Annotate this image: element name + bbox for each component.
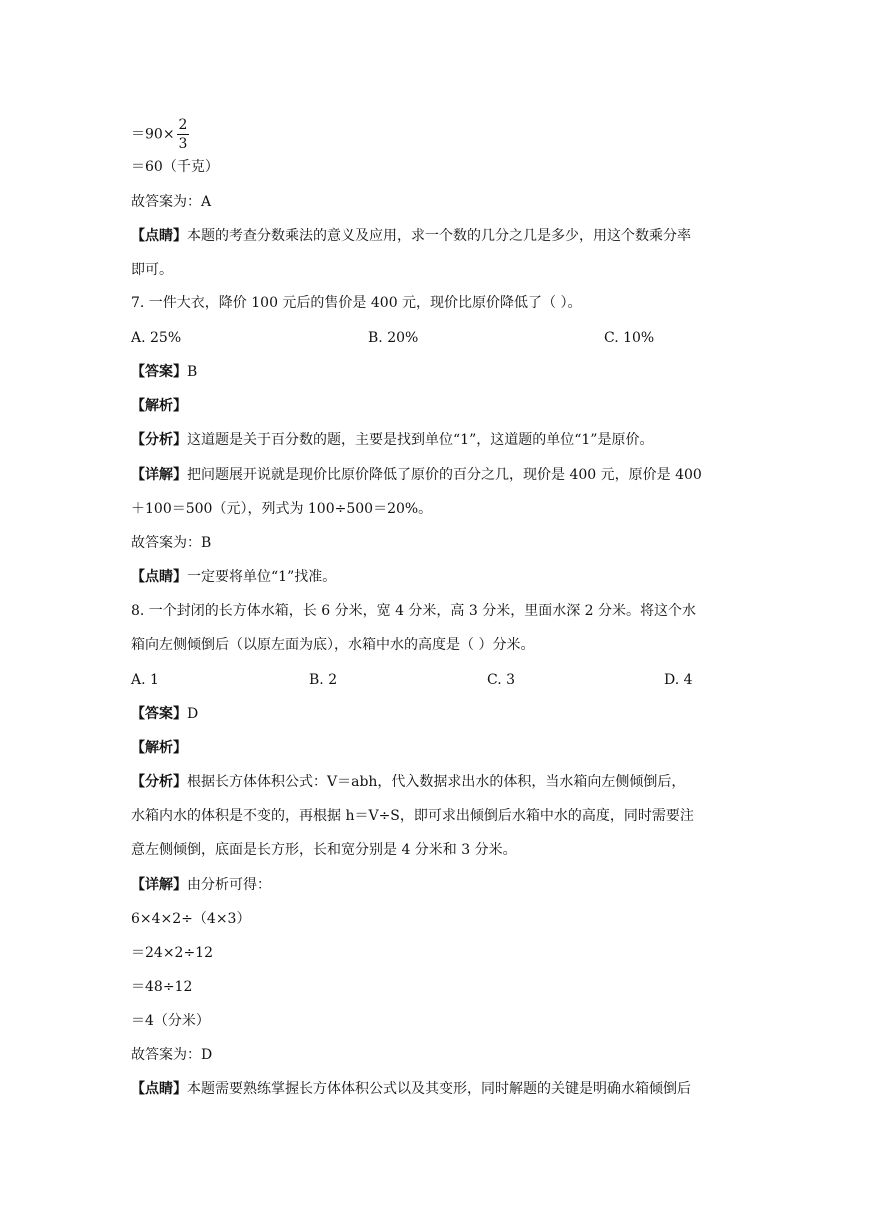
- q7-answer-value: B: [187, 364, 198, 380]
- q8-detail: [131, 878, 271, 892]
- q8-analysis: [131, 775, 685, 789]
- fraction: [177, 118, 190, 151]
- fraction-denominator: 3: [178, 136, 188, 152]
- calc-line-fraction: [131, 118, 189, 151]
- q7-detail-cont: ＋100＝500（元），列式为 100÷500＝20%。: [131, 501, 433, 517]
- comment-line: [131, 229, 691, 243]
- q8-option-b: B. 2: [309, 672, 338, 688]
- question-8-line1: 8. 一个封闭的长方体水箱，长 6 分米，宽 4 分米，高 3 分米，里面水深 2 分米。将这个水: [131, 603, 697, 619]
- q7-answer: [131, 365, 197, 379]
- q7-final-answer: 故答案为：B: [131, 535, 212, 551]
- q7-comment-tag: 【点睛】: [131, 569, 187, 585]
- q8-comment: [131, 1082, 691, 1096]
- q8-analysis-cont1: 水箱内水的体积是不变的，再根据 h＝V÷S，即可求出倾倒后水箱中水的高度，同时需要注: [131, 808, 694, 824]
- q8-detail-tag: 【详解】: [131, 877, 187, 893]
- q8-analysis-cont2: 意左侧倾倒，底面是长方形，长和宽分别是 4 分米和 3 分米。: [131, 842, 517, 858]
- q8-answer-value: D: [187, 706, 199, 722]
- q7-analysis-tag: 【分析】: [131, 432, 187, 448]
- comment-line-cont: 即可。: [131, 262, 173, 278]
- q7-detail: [131, 468, 702, 482]
- comment-text: 本题的考查分数乘法的意义及应用，求一个数的几分之几是多少，用这个数乘分率: [187, 228, 691, 244]
- q7-analysis: [131, 433, 653, 447]
- question-7: 7. 一件大衣，降价 100 元后的售价是 400 元，现价比原价降低了（ ）。: [131, 295, 582, 311]
- q7-detail-tag: 【详解】: [131, 467, 187, 483]
- q8-calc-4: ＝4（分米）: [131, 1013, 210, 1029]
- q8-answer: [131, 707, 198, 721]
- q7-option-a: A. 25%: [131, 330, 182, 346]
- q8-comment-tag: 【点睛】: [131, 1081, 187, 1097]
- q7-detail-text: 把问题展开说就是现价比原价降低了原价的百分之几，现价是 400 元，原价是 400: [187, 467, 702, 483]
- q8-comment-text: 本题需要熟练掌握长方体体积公式以及其变形，同时解题的关键是明确水箱倾倒后: [187, 1081, 691, 1097]
- q8-analysis-text: 根据长方体体积公式：V＝abh，代入数据求出水的体积，当水箱向左侧倾倒后，: [187, 774, 686, 790]
- q7-option-c: C. 10%: [604, 330, 655, 346]
- q8-final-answer: 故答案为：D: [131, 1047, 213, 1063]
- comment-tag: 【点睛】: [131, 228, 187, 244]
- q8-calc-2: ＝24×2÷12: [131, 945, 213, 961]
- q8-analysis-tag: 【分析】: [131, 774, 187, 790]
- calc-line-result: ＝60（千克）: [131, 159, 219, 175]
- q7-analysis-text: 这道题是关于百分数的题，主要是找到单位“1”，这道题的单位“1”是原价。: [187, 432, 654, 448]
- calc-prefix: ＝90×: [131, 126, 175, 143]
- answer-line: 故答案为：A: [131, 194, 212, 210]
- q7-comment: [131, 570, 336, 584]
- question-8-line2: 箱向左侧倾倒后（以原左面为底），水箱中水的高度是（ ）分米。: [131, 637, 535, 653]
- q8-detail-text: 由分析可得：: [187, 877, 271, 893]
- q8-analysis-heading: 【解析】: [131, 740, 187, 756]
- q7-analysis-heading: 【解析】: [131, 398, 187, 414]
- q8-calc-3: ＝48÷12: [131, 979, 193, 995]
- q8-option-c: C. 3: [487, 672, 516, 688]
- q7-comment-text: 一定要将单位“1”找准。: [187, 569, 337, 585]
- q8-calc-1: 6×4×2÷（4×3）: [131, 911, 251, 927]
- q8-option-a: A. 1: [131, 672, 159, 688]
- q7-option-b: B. 20%: [368, 330, 419, 346]
- fraction-numerator: 2: [178, 117, 188, 133]
- q7-answer-tag: 【答案】: [131, 364, 187, 380]
- q8-answer-tag: 【答案】: [131, 706, 187, 722]
- q8-option-d: D. 4: [664, 672, 693, 688]
